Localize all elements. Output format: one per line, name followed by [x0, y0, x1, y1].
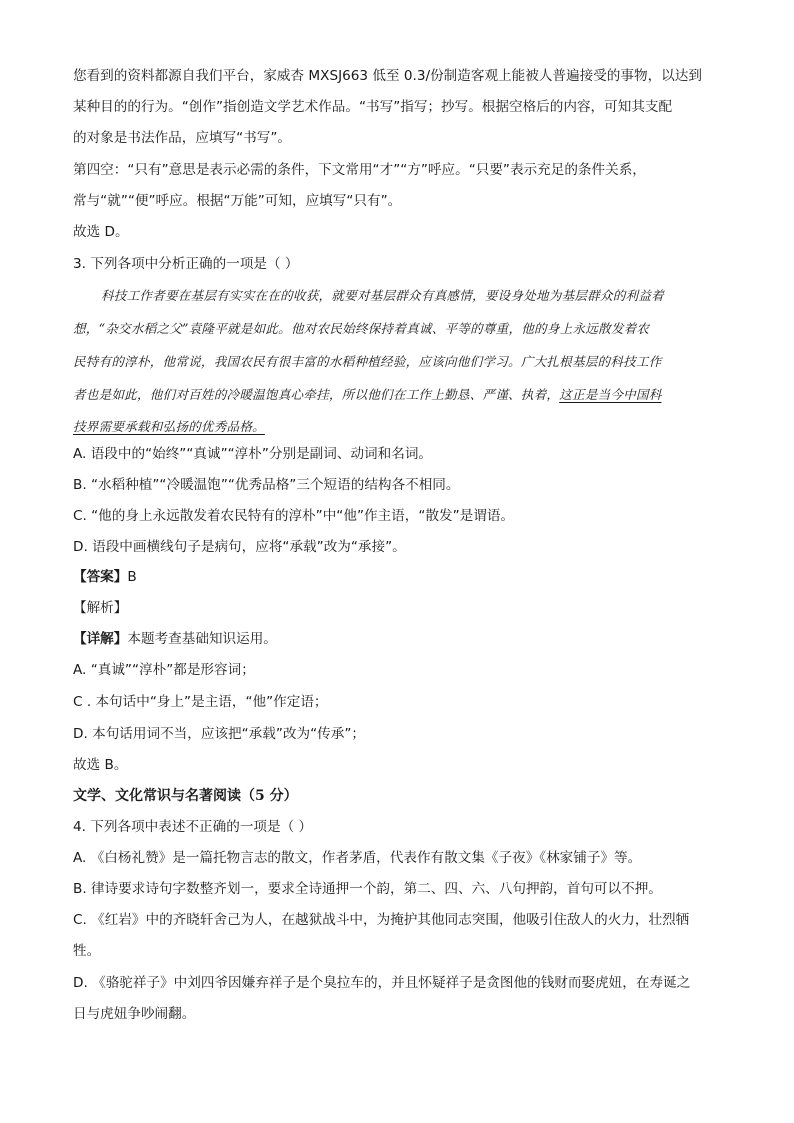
- underlined-sentence: 这正是当今中国科: [559, 387, 662, 402]
- option-c: C. “他的身上永远散发着农民特有的淳朴”中“他”作主语，“散发”是谓语。: [73, 508, 515, 524]
- option-c-continued: 牲。: [73, 943, 101, 959]
- option-d-continued: 日与虎妞争吵闹翻。: [73, 1006, 196, 1022]
- passage-text: 者也是如此，他们对百姓的冷暖温饱真心牵挂，所以他们在工作上勤恳、严谨、执着，: [73, 387, 560, 402]
- text-line: 常与“就”“便”呼应。根据“万能”可知，应填写“只有”。: [73, 193, 402, 209]
- text-line: 故选 D。: [73, 224, 129, 240]
- passage-line: [73, 385, 662, 405]
- text-line: 第四空：“只有”意思是表示必需的条件，下文常用“才”“方”呼应。“只要”表示充足的条件关系，: [73, 162, 646, 178]
- explanation-line: D. 本句话用词不当，应该把“承载”改为“传承”；: [73, 726, 365, 742]
- text-line: 您看到的资料都源自我们平台，家威杏 MXSJ663 低至 0.3/份制造客观上能被人普遍接受的事物，以达到: [73, 68, 702, 84]
- option-c: C. 《红岩》中的齐晓轩舍己为人，在越狱战斗中，为掩护其他同志突围，他吸引住敌人的火力，壮烈牺: [73, 912, 690, 928]
- question-3-stem: 3. 下列各项中分析正确的一项是（ ）: [73, 256, 299, 272]
- explanation-line: A. “真诚”“淳朴”都是形容词；: [73, 662, 255, 678]
- text-line: 的对象是书法作品，应填写“书写”。: [73, 130, 291, 146]
- option-a: A. 语段中的“始终”“真诚”“淳朴”分别是副词、动词和名词。: [73, 446, 433, 462]
- option-a: A. 《白杨礼赞》是一篇托物言志的散文，作者茅盾，代表作有散文集《子夜》《林家铺子》等。: [73, 850, 642, 866]
- analysis-label: 【解析】: [73, 600, 128, 616]
- option-d: D. 《骆驼祥子》中刘四爷因嫌弃祥子是个臭拉车的，并且怀疑祥子是贪图他的钱财而娶虎妞，在寿诞之: [73, 975, 691, 991]
- passage-line: 民特有的淳朴，他常说，我国农民有很丰富的水稻种植经验，应该向他们学习。广大扎根基层的科技工作: [73, 354, 662, 369]
- option-d: D. 语段中画横线句子是病句，应将“承载”改为“承接”。: [73, 539, 406, 555]
- answer-line: [73, 567, 137, 587]
- option-b: B. 律诗要求诗句字数整齐划一，要求全诗通押一个韵，第二、四、六、八句押韵，首句可以不押。: [73, 881, 662, 897]
- passage-line: 想，“杂交水稻之父”袁隆平就是如此。他对农民始终保持着真诚、平等的尊重，他的身上永远散发着农: [73, 321, 650, 336]
- answer-value: B: [127, 569, 137, 585]
- answer-label: 【答案】: [73, 569, 128, 585]
- detail-label: 【详解】: [73, 631, 128, 647]
- detail-line: [73, 629, 277, 649]
- detail-text: 本题考查基础知识运用。: [127, 631, 277, 647]
- question-4-stem: 4. 下列各项中表述不正确的一项是（ ）: [73, 819, 313, 835]
- text-line: 某种目的的行为。“创作”指创造文学艺术作品。“书写”指写；抄写。根据空格后的内容，可知其支配: [73, 99, 673, 115]
- explanation-line: C . 本句话中“身上”是主语，“他”作定语；: [73, 694, 328, 710]
- passage-line: [73, 417, 265, 437]
- explanation-line: 故选 B。: [73, 757, 128, 773]
- underlined-sentence: 技界需要承载和弘扬的优秀品格。: [73, 419, 265, 434]
- option-b: B. “水稻种植”“冷暖温饱”“优秀品格”三个短语的结构各不相同。: [73, 477, 460, 493]
- section-heading: 文学、文化常识与名著阅读（5 分）: [73, 788, 298, 804]
- passage-line: 科技工作者要在基层有实实在在的收获，就要对基层群众有真感情，要设身处地为基层群众的利益着: [101, 288, 664, 303]
